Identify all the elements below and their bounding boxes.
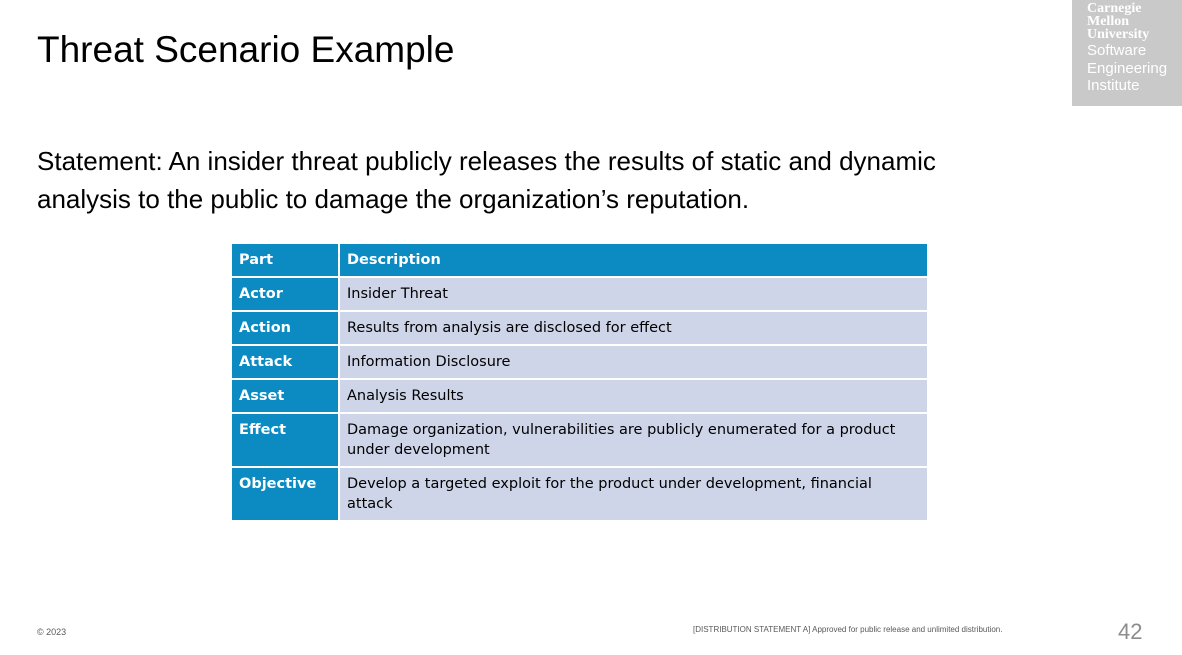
column-header-part: Part bbox=[231, 243, 339, 277]
row-part-cell: Actor bbox=[231, 277, 339, 311]
table-row bbox=[231, 345, 928, 379]
row-description-cell: Information Disclosure bbox=[339, 345, 928, 379]
logo-cmu-line-carnegie: Carnegie bbox=[1087, 1, 1142, 16]
row-part-cell: Action bbox=[231, 311, 339, 345]
row-description-cell: Results from analysis are disclosed for effect bbox=[339, 311, 928, 345]
row-part-cell: Attack bbox=[231, 345, 339, 379]
statement-paragraph bbox=[37, 142, 1037, 218]
cmu-sei-logo bbox=[1072, 0, 1182, 106]
table-header-row bbox=[231, 243, 928, 277]
row-part-cell: Asset bbox=[231, 379, 339, 413]
logo-cmu-line-university: University bbox=[1087, 27, 1150, 42]
page-number: 42 bbox=[1118, 619, 1143, 644]
row-description-cell: Analysis Results bbox=[339, 379, 928, 413]
statement-label: Statement: bbox=[37, 146, 163, 176]
footer-distribution-statement: [DISTRIBUTION STATEMENT A] Approved for public release and unlimited distribution. bbox=[693, 625, 1003, 634]
table-row bbox=[231, 311, 928, 345]
row-part-cell: Objective bbox=[231, 467, 339, 521]
row-description-cell: Insider Threat bbox=[339, 277, 928, 311]
row-part-cell: Effect bbox=[231, 413, 339, 467]
table-row bbox=[231, 413, 928, 467]
statement-text: An insider threat publicly releases the results of static and dynamic analysis to the public to damage the organization’s reputation. bbox=[37, 146, 936, 214]
logo-sei-line-engineering: Engineering bbox=[1087, 59, 1168, 77]
slide-title: Threat Scenario Example bbox=[37, 29, 455, 70]
table-row bbox=[231, 379, 928, 413]
table-row bbox=[231, 467, 928, 521]
table-row bbox=[231, 277, 928, 311]
logo-sei-line-institute: Institute bbox=[1087, 77, 1140, 94]
row-description-cell: Develop a targeted exploit for the product under development, financial attack bbox=[339, 467, 928, 521]
threat-scenario-table bbox=[230, 242, 929, 522]
footer-copyright: © 2023 bbox=[37, 627, 67, 637]
logo-cmu-line-mellon: Mellon bbox=[1087, 14, 1129, 29]
logo-sei-line-software: Software bbox=[1087, 42, 1147, 59]
column-header-description: Description bbox=[339, 243, 928, 277]
row-description-cell: Damage organization, vulnerabilities are publicly enumerated for a product under development bbox=[339, 413, 928, 467]
